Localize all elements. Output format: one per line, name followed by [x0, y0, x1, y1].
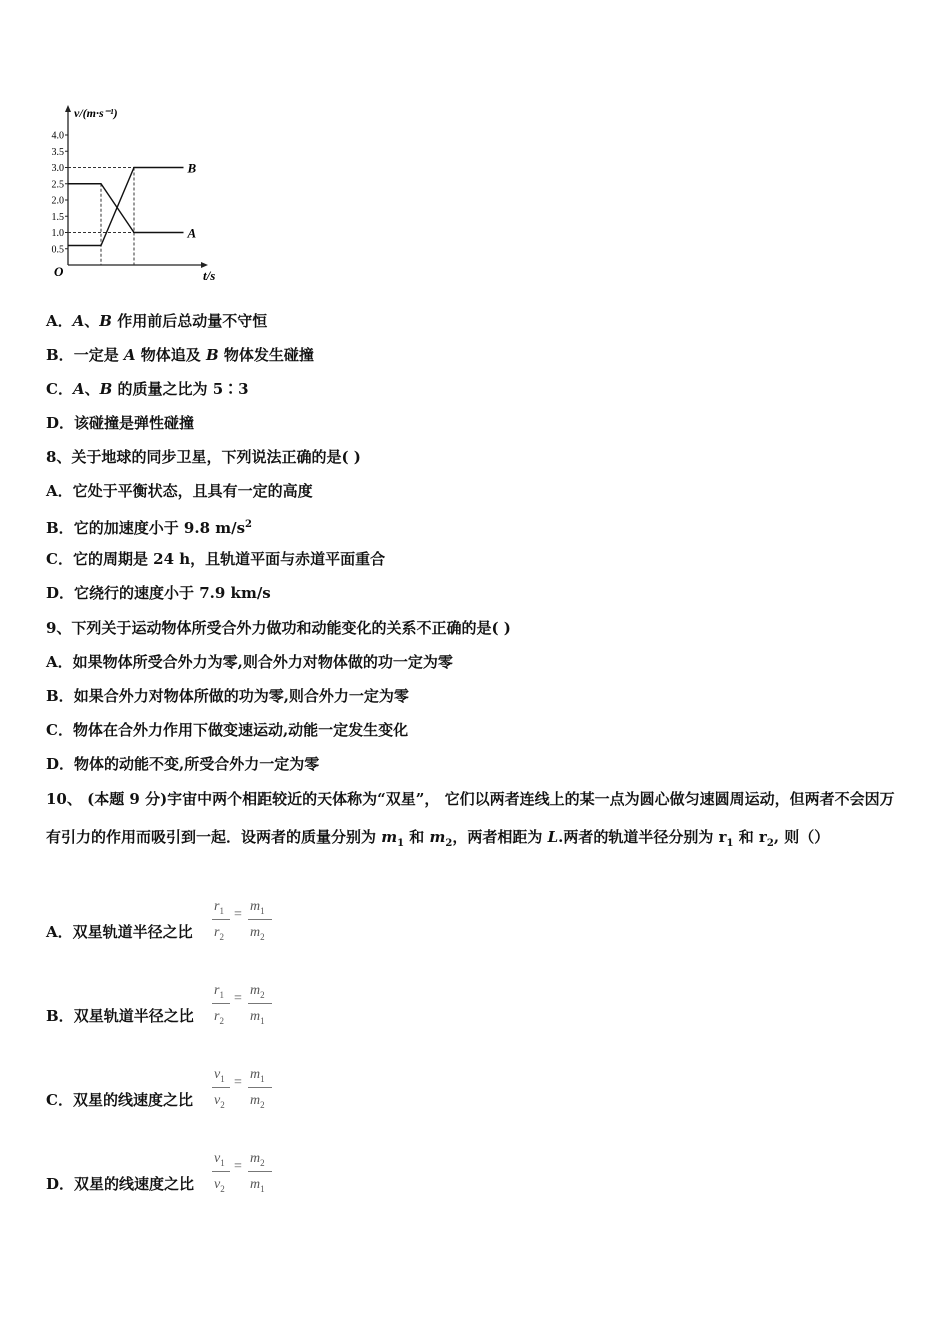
- y-tick-label: 2.0: [51, 195, 64, 207]
- q9-option-c: C．物体在合外力作用下做变速运动,动能一定发生变化: [46, 721, 409, 739]
- q10-formula-b: $r_1$ $r_2$ = $m_2$ $m_1$: [210, 981, 280, 1033]
- q10-formula-a: $r_1$ $r_2$ = $m_1$ $m_2$: [210, 897, 280, 949]
- q8-option-c: C．它的周期是 24 h，且轨道平面与赤道平面重合: [46, 550, 386, 568]
- series-B-label: B: [187, 160, 197, 176]
- q9-option-d: D．物体的动能不变,所受合外力一定为零: [46, 755, 320, 773]
- q7-option-b: B．一定是 A 物体追及 B 物体发生碰撞: [46, 346, 314, 364]
- q10-option-b: B．双星轨道半径之比: [46, 1007, 194, 1025]
- q8-stem: 8、关于地球的同步卫星，下列说法正确的是( ): [46, 448, 361, 466]
- q10-stem: 10、 (本题 9 分)宇宙中两个相距较近的天体称为“双星”， 它们以两者连线上的某一点为圆心做匀速圆周运动，但两者不会因万有引力的作用而吸引到一起．设两者的质量分别为 $m_1$ 和 $m_2$，两者相距为 L.两者的轨道半径分别为 $r_1$ 和 $r_2$, 则（）: [46, 790, 895, 849]
- q10-formula-d: $v_1$ $v_2$ = $m_2$ $m_1$: [210, 1149, 280, 1201]
- series-B-line: [68, 168, 184, 246]
- q8-option-b: B．它的加速度小于 9.8 $m/s^2$: [46, 519, 252, 537]
- q10-option-d: D．双星的线速度之比: [46, 1175, 195, 1193]
- y-axis-label: v/(m·s⁻¹): [74, 106, 118, 120]
- q10-formula-c: $v_1$ $v_2$ = $m_1$ $m_2$: [210, 1065, 280, 1117]
- q8-option-a: A．它处于平衡状态，且具有一定的高度: [46, 482, 313, 500]
- q9-option-a: A．如果物体所受合外力为零,则合外力对物体做的功一定为零: [46, 653, 453, 671]
- y-axis-arrow: [65, 105, 71, 112]
- q9-option-b: B．如果合外力对物体所做的功为零,则合外力一定为零: [46, 687, 409, 705]
- y-tick-label: 3.0: [51, 163, 64, 174]
- y-tick-label: 0.5: [51, 244, 64, 256]
- y-tick-label: 2.5: [51, 179, 64, 191]
- series-A-label: A: [187, 225, 197, 241]
- x-axis-label: t/s: [203, 268, 216, 283]
- q9-stem: 9、下列关于运动物体所受合外力做功和动能变化的关系不正确的是( ): [46, 619, 511, 637]
- q10-option-a: A．双星轨道半径之比: [46, 923, 193, 941]
- q7-option-d: D．该碰撞是弹性碰撞: [46, 414, 195, 432]
- velocity-time-chart: [40, 100, 240, 285]
- y-tick-label: 1.5: [51, 211, 64, 223]
- q7-option-a: A．A、B 作用前后总动量不守恒: [46, 312, 268, 330]
- y-tick-label: 4.0: [51, 130, 64, 142]
- series-A-line: [68, 184, 184, 233]
- y-tick-label: 3.5: [51, 146, 64, 158]
- q7-option-c: C．A、B 的质量之比为 5∶3: [46, 380, 249, 398]
- origin-label: O: [54, 264, 64, 279]
- y-tick-label: 1.0: [51, 228, 64, 239]
- q10-option-c: C．双星的线速度之比: [46, 1091, 193, 1109]
- q8-option-d: D．它绕行的速度小于 7.9 km/s: [46, 584, 271, 602]
